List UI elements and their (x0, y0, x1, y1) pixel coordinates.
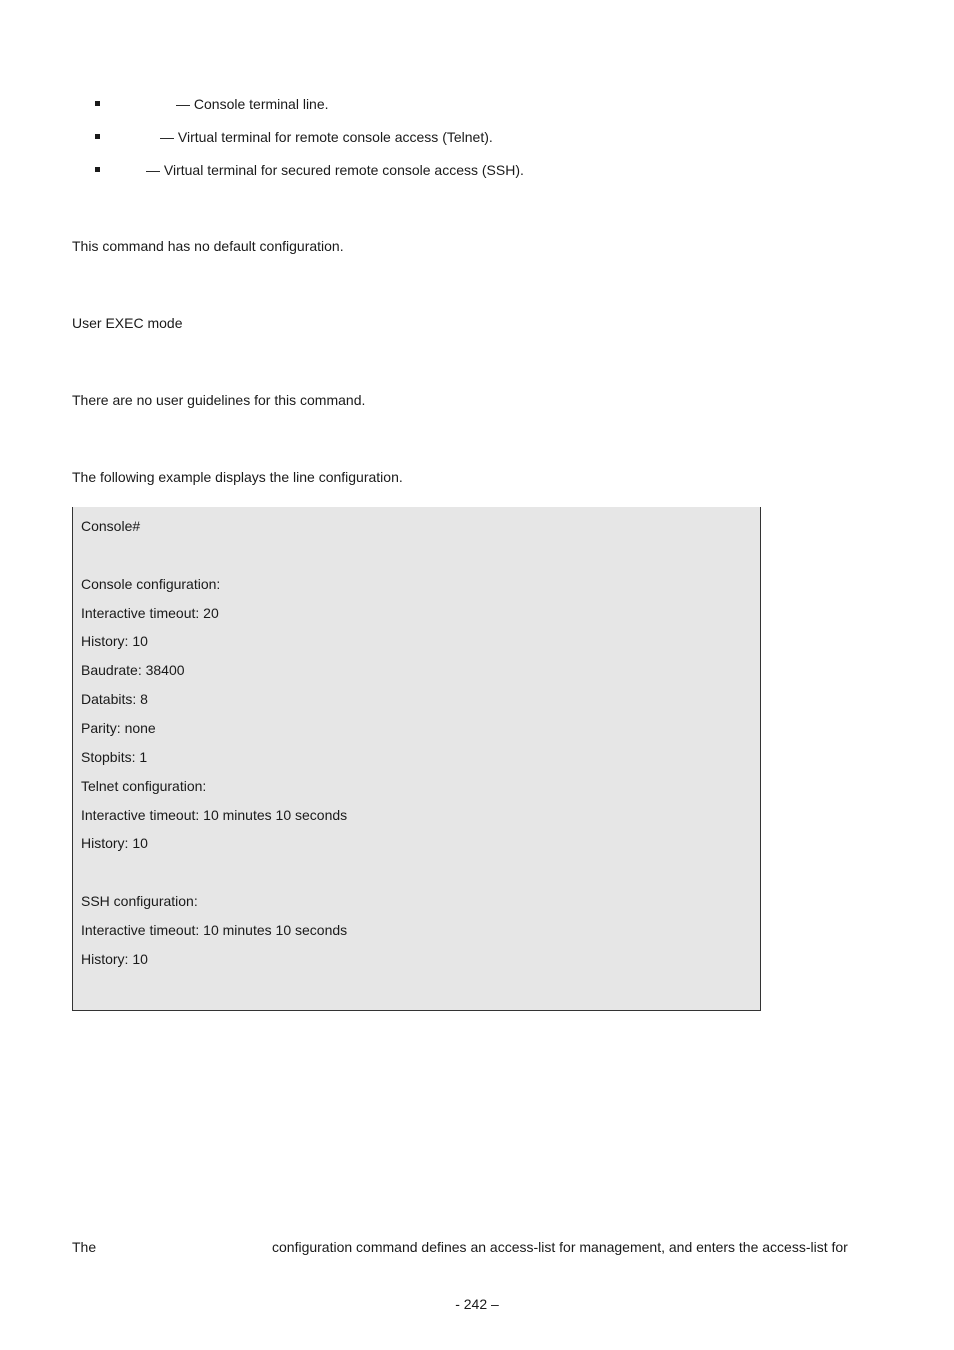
code-line: Stopbits: 1 (81, 749, 148, 765)
square-bullet-icon (95, 167, 100, 172)
page-number: - 242 – (455, 1296, 499, 1312)
code-line: Databits: 8 (81, 691, 148, 707)
code-example-box (72, 507, 761, 1011)
code-line: Interactive timeout: 10 minutes 10 seconds (81, 922, 348, 938)
code-line: History: 10 (81, 633, 148, 649)
code-line: Telnet configuration: (81, 778, 207, 794)
code-line: Parity: none (81, 720, 156, 736)
code-line: SSH configuration: (81, 893, 198, 909)
next-section-text: configuration command defines an access-list for management, and enters the access-list for (272, 1239, 848, 1255)
code-line: Console configuration: (81, 576, 221, 592)
bullet-text: — Console terminal line. (176, 96, 329, 112)
code-line: History: 10 (81, 951, 148, 967)
user-guidelines-text: There are no user guidelines for this command. (72, 392, 366, 408)
square-bullet-icon (95, 101, 100, 106)
default-configuration-text: This command has no default configuration. (72, 238, 344, 254)
example-intro-text: The following example displays the line configuration. (72, 469, 403, 485)
code-line: Baudrate: 38400 (81, 662, 185, 678)
code-line: Interactive timeout: 20 (81, 605, 219, 621)
bullet-text: — Virtual terminal for secured remote console access (SSH). (146, 162, 524, 178)
bullet-text: — Virtual terminal for remote console access (Telnet). (160, 129, 493, 145)
code-line: Interactive timeout: 10 minutes 10 seconds (81, 807, 348, 823)
code-line: Console# (81, 518, 141, 534)
square-bullet-icon (95, 134, 100, 139)
next-section-lead: The (72, 1239, 97, 1255)
command-mode-text: User EXEC mode (72, 315, 183, 331)
code-line: History: 10 (81, 835, 148, 851)
